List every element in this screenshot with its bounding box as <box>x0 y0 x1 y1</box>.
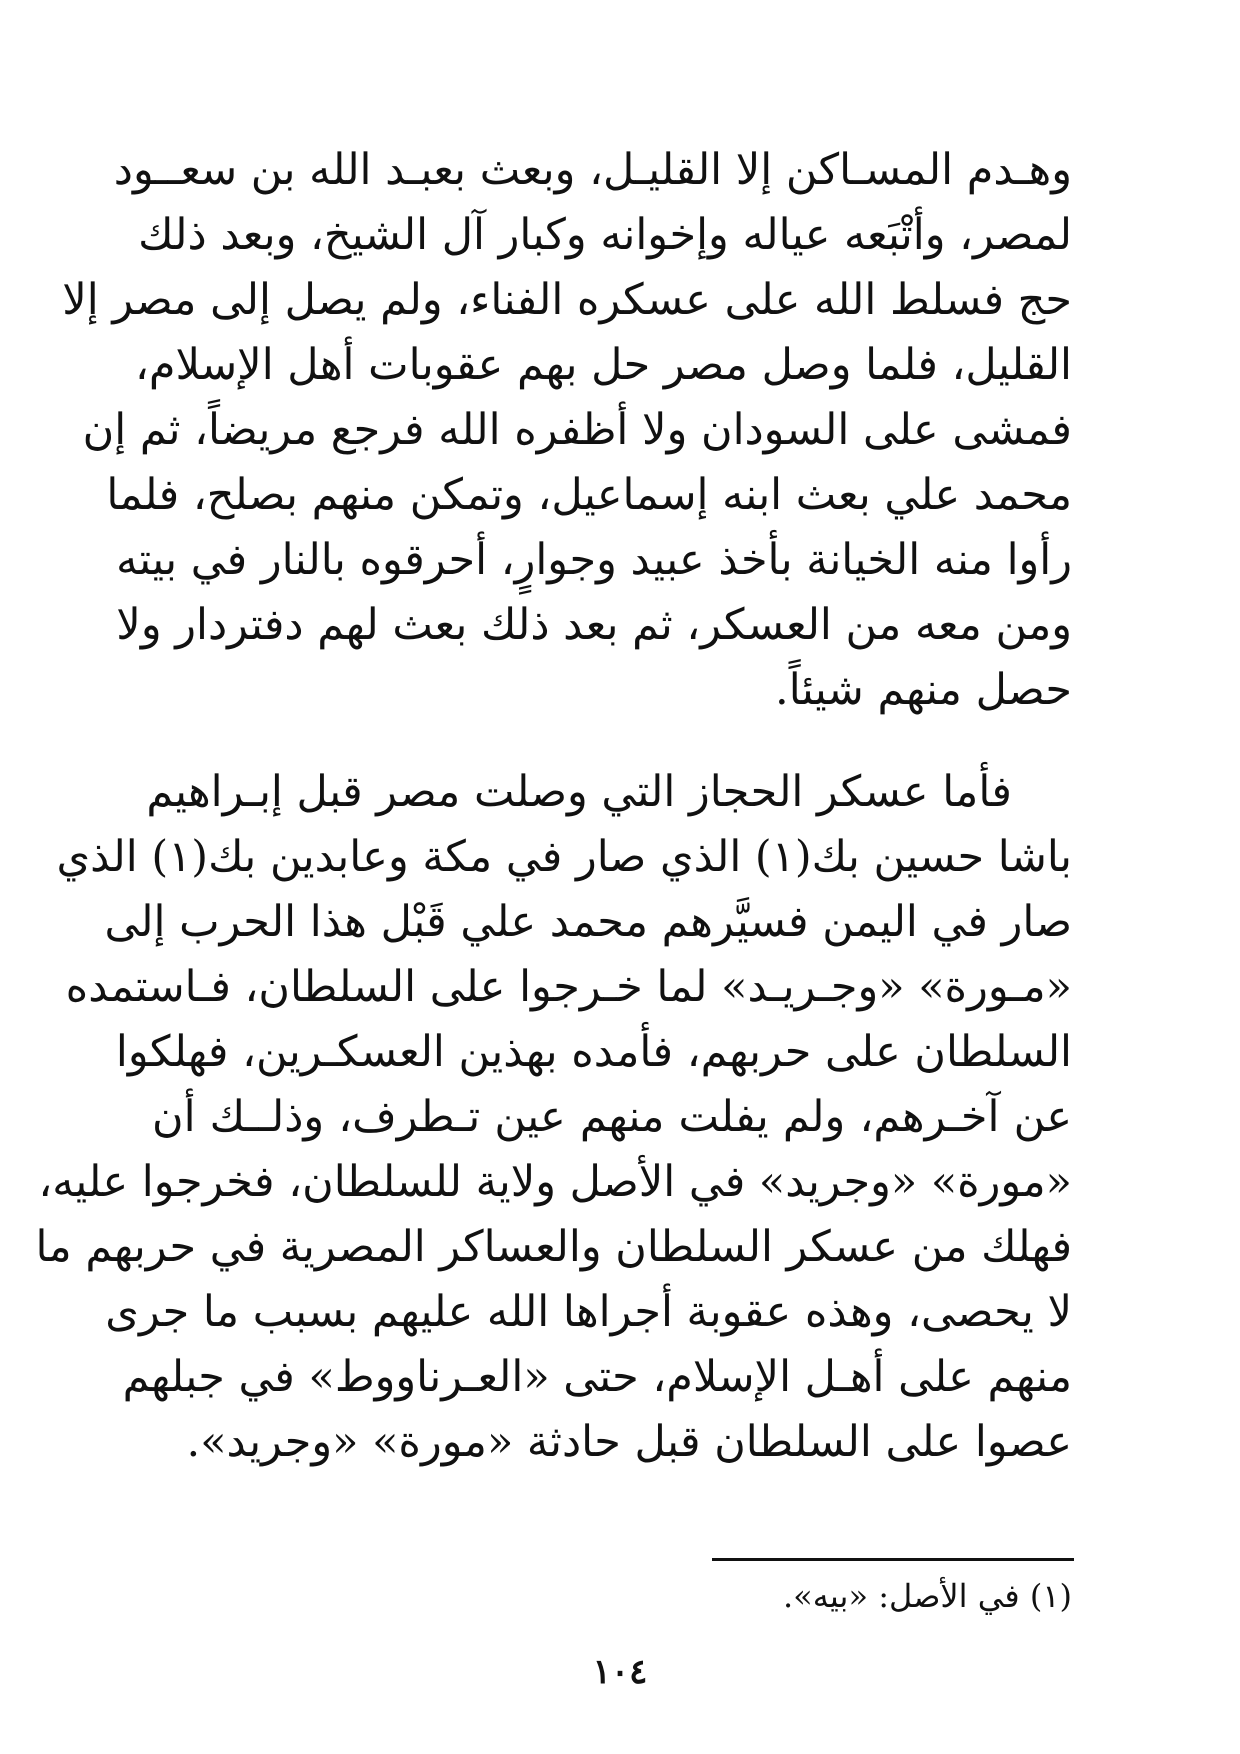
text-line: باشا حسين بك(١) الذي صار في مكة وعابدين بك(١) الذي <box>56 832 1072 882</box>
text-line: عن آخـرهم، ولم يفلت منهم عين تـطرف، وذلــك أن <box>152 1092 1072 1142</box>
text-line: صار في اليمن فسيَّرهم محمد علي قَبْل هذا الحرب إلى <box>104 897 1072 947</box>
paragraph-2 <box>35 760 1072 1475</box>
text-line: القليل، فلما وصل مصر حل بهم عقوبات أهل الإسلام، <box>134 340 1072 390</box>
text-line: فهلك من عسكر السلطان والعساكر المصرية في حربهم ما <box>35 1222 1072 1272</box>
text-line: منهم على أهـل الإسلام، حتى «العـرناووط» في جبلهم <box>122 1352 1072 1402</box>
text-line: ومن معه من العسكر، ثم بعد ذلك بعث لهم دفتردار ولا <box>116 600 1072 650</box>
page-number: ١٠٤ <box>592 1652 648 1692</box>
text-line: «مورة» «وجريد» في الأصل ولاية للسلطان، فخرجوا عليه، <box>38 1157 1072 1207</box>
text-line: لا يحصى، وهذه عقوبة أجراها الله عليهم بسبب ما جرى <box>105 1287 1072 1337</box>
text-line-indented <box>146 760 1072 825</box>
text-line: عصوا على السلطان قبل حادثة «مورة» «وجريد». <box>186 1417 1072 1467</box>
text-line: محمد علي بعث ابنه إسماعيل، وتمكن منهم بصلح، فلما <box>106 470 1072 520</box>
text-line: فأما عسكر الحجاز التي وصلت مصر قبل إبـراهيم <box>146 767 1012 817</box>
text-line: لمصر، وأتْبَعه عياله وإخوانه وكبار آل الشيخ، وبعد ذلك <box>138 210 1072 260</box>
footnote-divider <box>712 1558 1074 1561</box>
text-line: فمشى على السودان ولا أظفره الله فرجع مريضاً، ثم إن <box>82 405 1072 455</box>
text-line: «مـورة» «وجـريـد» لما خـرجوا على السلطان، فـاستمده <box>65 962 1072 1012</box>
text-line: رأوا منه الخيانة بأخذ عبيد وجوارٍ، أحرقوه بالنار في بيته <box>116 535 1072 585</box>
paragraph-1 <box>62 138 1072 723</box>
text-line: حصل منهم شيئاً. <box>775 665 1072 715</box>
footnote: (١) في الأصل: «بيه». <box>782 1577 1072 1615</box>
text-line: وهـدم المسـاكن إلا القليـل، وبعث بعبـد الله بن سعــود <box>113 145 1072 195</box>
text-line: السلطان على حربهم، فأمده بهذين العسكـرين، فهلكوا <box>115 1027 1072 1077</box>
text-line: حج فسلط الله على عسكره الفناء، ولم يصل إلى مصر إلا <box>62 275 1072 325</box>
